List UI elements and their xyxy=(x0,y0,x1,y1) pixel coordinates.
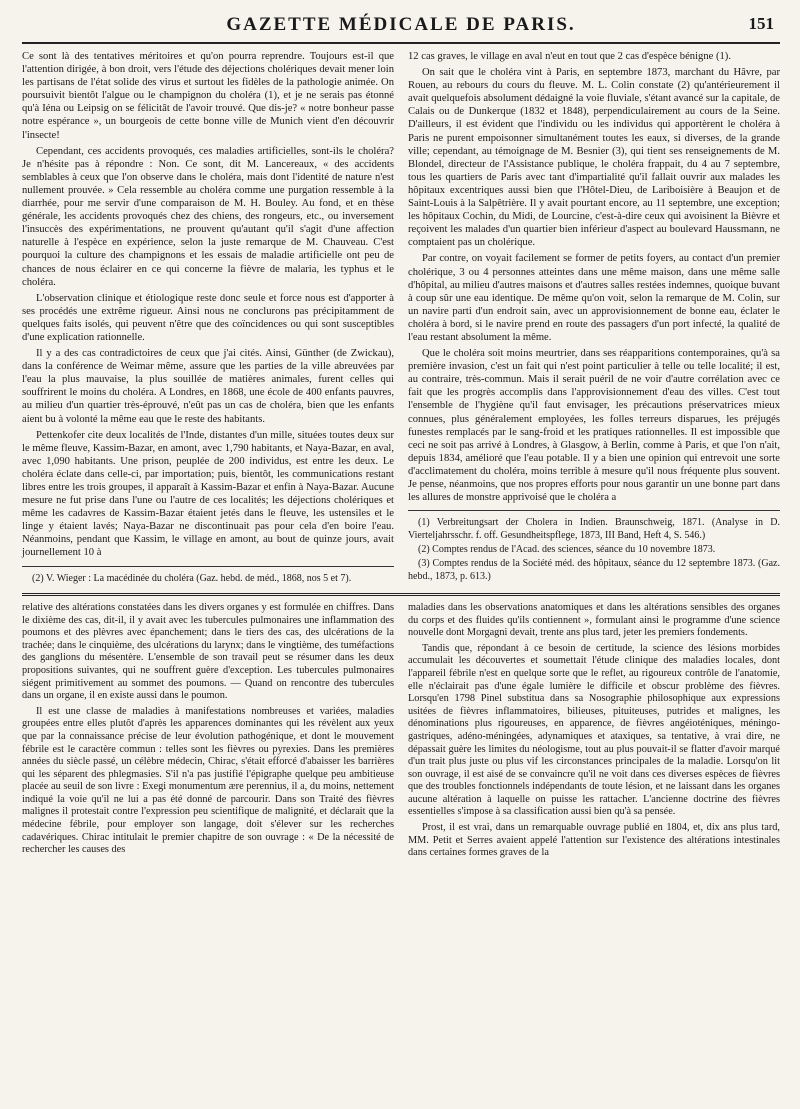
paragraph: Pettenkofer cite deux localités de l'Inde, distantes d'un mille, situées toutes deux sur le même fleuve, Kassim-Bazar, en amont, avec 1,790 habitants, et Naya-Bazar, en aval, avec 1,090 habitants. Une prison, peuplée de 200 individus, est entre les deux. Le choléra éclate dans celle-ci, par importation; puis, bientôt, les communications restant libres entre les trois groupes, il apparaît à Kassim-Bazar et enfin à Naya-Bazar. Aucune mesure ne fut prise dans l'une ou l'autre de ces localités; les déjections cholériques et même les cadavres de Kassim-Bazar étaient jetés dans le fleuve, les ustensiles et le linge y étaient lavés; Naya-Bazar ne discontinuait pas pour cela d'en boire l'eau. Néanmoins, pendant que Kassim, le village en amont, au bout de quinze jours, avait journellement 10 à xyxy=(22,429,394,559)
paragraph: relative des altérations constatées dans les divers organes y est formulée en chiffres. Dans le dixième des cas, dit-il, il y avait avec les tubercules pulmonaires une inflammation des poumons et des plèvres avec épanchement; dans le tiers des cas, des ulcérations de la trachée; dans le cinquième, des ulcérations du larynx; dans le vingtième, des tuméfactions des ganglions du mésentère. L'ensemble de son travail peut se résumer dans les deux propositions suivantes, qui ne souffrent guère d'exception. Les tubercules pulmonaires siégent primitivement au sommet des poumons. — Quand on rencontre des tubercules dans un organe, il en existe aussi dans le poumon. xyxy=(22,601,394,702)
running-header xyxy=(22,14,780,40)
paragraph: Cependant, ces accidents provoqués, ces maladies artificielles, sont-ils le choléra? Je n'hésite pas à répondre : Non. Ce sont, dit M. Lancereaux, « des accidents semblables à ceux que l'on observe dans le choléra, mais dont l'identité de nature n'est nullement prouvée. » Cela ressemble au choléra comme une purgation ressemble à la diarrhée, pour me servir d'une comparaison de M. H. Bouley. Au fond, et en thèse générale, les accidents provoqués chez des chiens, des rongeurs, etc., ou inversement l'insuccès des expérimentations, ne prouvent qu'autant qu'il s'agit d'une affection naturelle à l'espèce en expérience, selon la juste remarque de M. Chauveau. C'est pourquoi la culture des champignons et les essais de maladie artificielle ont peu de chances de nous éclairer en ce qui concerne la fièvre de malaria, les typhus et le choléra. xyxy=(22,145,394,288)
footnote: (1) Verbreitungsart der Cholera in Indien. Braunschweig, 1871. (Analyse in D. Vierteljahrsschr. f. off. Gesundheitspflege, 1873, III Band, Heft 4, S. 546.) xyxy=(408,517,780,541)
paragraph: maladies dans les observations anatomiques et dans les altérations sensibles des organes du corps et des fluides qu'ils contiennent », formulant ainsi le programme d'une science nouvelle dont Morgagni devait, trente ans plus tard, jeter les premiers fondements. xyxy=(408,601,780,639)
paragraph: Tandis que, répondant à ce besoin de certitude, la science des lésions morbides accumulait les découvertes et soumettait l'étude clinique des maladies locales, dont l'appareil fébrile n'est en quelque sorte que le reflet, au rigoureux contrôle de l'anatomie, elle n'éclairait pas d'une égale lumière le difficile et obscur problème des fièvres. Lorsqu'en 1798 Pinel substitua dans sa Nosographie philosophique aux expressions usitées de fièvres inflammatoires, bilieuses, pituiteuses, putrides et malignes, les dénominations plus rigoureuses, en apparence, de fièvres angéioténiques, méningo-gastriques, adéno-méningées, adynamiques et ataxiques, sa tentative, à vrai dire, ne dépassait guère les limites du néologisme, tout au plus pouvait-il se flatter d'avoir marqué d'un trait plus juste ou plus vif les circonstances principales de la maladie. Lorsqu'on lit son ouvrage, il est aisé de se convaincre qu'il ne voit dans ces diverses espèces de fièvres que des troubles fonctionnels indépendants de toute lésion, et ne laissant dans les organes aucune altération à laquelle on puisse les rattacher. L'ancienne doctrine des fièvres essentielles s'impose à sa classification aussi bien qu'à sa pensée. xyxy=(408,642,780,818)
footnote-rule xyxy=(22,566,394,567)
page-number: 151 xyxy=(748,14,774,33)
upper-left-column xyxy=(22,50,394,587)
header-rule xyxy=(22,42,780,44)
paragraph: Prost, il est vrai, dans un remarquable ouvrage publié en 1804, et, dix ans plus tard, MM. Petit et Serres avaient appelé l'attention sur l'existence des altérations intestinales dans certaines formes graves de la xyxy=(408,822,780,859)
paragraph: Ce sont là des tentatives méritoires et qu'on pourra reprendre. Toujours est-il que l'attention dirigée, à bon droit, vers l'étude des déjections cholériques devait mener loin les partisans de l'état solide des virus et surtout les fidèles de la pathologie animée. On poursuivit bientôt l'algue ou le champignon du choléra (1), et je ne serais pas étonné qu'à Iéna ou Leipsig on se félicitât de l'avoir trouvé. Que dis-je? « notre bonheur passe notre espérance », un bourgeois de cette bonne ville de Munich vient d'en découvrir l'insecte! xyxy=(22,51,394,141)
paragraph: Par contre, on voyait facilement se former de petits foyers, au contact d'un premier cholérique, 3 ou 4 personnes atteintes dans une même maison, dans une même salle d'hôpital, au milieu d'autres maisons et d'autres salles restées indemnes, quoique buvant à coup sûr une eau identique. De même qu'on voit, selon la remarque de M. Colin, sur un navire parti d'un endroit sain, avec un approvisionnement de bonne eau, éclater le choléra à bord, si le navire prend en route des passagers d'un port infecté, la qualité de l'eau restant absolument la même. xyxy=(408,253,780,343)
footnote: (2) V. Wieger : La macédinée du choléra (Gaz. hebd. de méd., 1868, nos 5 et 7). xyxy=(32,572,352,584)
lower-right-column xyxy=(408,602,780,863)
paragraph: 12 cas graves, le village en aval n'eut en tout que 2 cas d'espèce bénigne (1). xyxy=(408,51,731,62)
paragraph: On sait que le choléra vint à Paris, en septembre 1873, marchant du Hâvre, par Rouen, au rebours du cours du fleuve. M. L. Colin constate (2) qu'antérieurement il avait quelquefois absolument dédaigné la voie fluviale, s'étant avancé sur la capitale, de Calais ou de Dunkerque (1832 et 1848), perpendiculairement au cours de la Seine. D'ailleurs, il est évident que l'individu ou les individus qui apportèrent le choléra à Paris ne purent empoisonner simultanément toutes les eaux, si diverses, de la grande ville; cependant, au témoignage de M. Besnier (3), qui tient ses renseignements de M. Blondel, directeur de l'Assistance publique, le choléra frappait, du 4 au 7 septembre, tous les quartiers de Paris avec tant d'impartialité qu'il fallait ouvrir aux malades les hôpitaux excentriques aussi bien que l'Hôtel-Dieu, de Lariboisière à Beaujon et de Saint-Louis à la Salpêtrière. Il y avait pourtant encore, au 11 septembre, une exception; les hôpitaux Cochin, du Midi, de Lourcine, c'est-à-dire ceux qui avoisinent la Bièvre et reçoivent les malades d'un quartier bien inférieur d'aspect au boulevard Haussmann, ne comptaient pas un cholérique. xyxy=(408,67,780,249)
paragraph: L'observation clinique et étiologique reste donc seule et force nous est d'apporter à ses procédés une extrême rigueur. Ainsi nous ne conclurons pas précipitamment de quelques faits isolés, qui peuvent n'être que des coïncidences ou qui sont susceptibles d'une explication rationnelle. xyxy=(22,292,394,343)
footnote-rule xyxy=(408,510,780,511)
footnote: (3) Comptes rendus de la Société méd. des hôpitaux, séance du 12 septembre 1873. (Gaz. hebd., 1873, p. 613.) xyxy=(408,558,780,582)
paragraph: Que le choléra soit moins meurtrier, dans ses réapparitions contemporaines, qu'à sa première invasion, c'est un fait qui n'est point particulier à telle ou telle localité; il est, au contraire, très-commun. Mais il serait puéril de ne voir d'autre corrélation avec ce fait que les progrès accomplis dans l'approvisionnement d'eau des villes. C'est tout l'ensemble de l'hygiène qu'il faut envisager, les précautions préservatrices mieux connues, plus généralement employées, les folles terreurs disparues, les préjugés funestes remplacés par le sang-froid et les pratiques rationnelles. Il est impossible que ceci ne soit pas arrivé à Londres, à Glasgow, à Berlin, comme à Paris, et que l'on n'ait, depuis 1834, amélioré que l'eau potable. Il y a bien une opinion qui entrevoit une sorte d'acclimatement du choléra, moins terrible à mesure qu'il nous fréquente plus souvent. Je pense, néanmoins, que nos propres efforts pour nous garantir un une bonne part dans les allures de monstre apprivoisé que le choléra a xyxy=(408,348,780,504)
upper-columns xyxy=(22,50,780,587)
footnote: (2) Comptes rendus de l'Acad. des sciences, séance du 10 novembre 1873. xyxy=(418,544,716,555)
footnotes xyxy=(408,517,780,583)
lower-left-column xyxy=(22,602,394,863)
upper-right-column xyxy=(408,50,780,587)
footnotes xyxy=(22,573,394,585)
paragraph: Il y a des cas contradictoires de ceux que j'ai cités. Ainsi, Günther (de Zwickau), dans la conférence de Weimar même, assure que les parties de la ville abreuvées par l'eau la plus mauvaise, la plus souillée de matières animales, furent celles qui souffrirent le moins du choléra. A Londres, en 1868, une école de 400 enfants pauvres, au milieu d'un quartier très-éprouvé, n'eût pas un cas de choléra, bien que les enfants aient bu à volonté la même eau que le reste des habitants. xyxy=(22,348,394,425)
section-divider xyxy=(22,593,780,596)
lower-columns xyxy=(22,602,780,863)
journal-title: GAZETTE MÉDICALE DE PARIS. xyxy=(226,14,576,35)
paragraph: Il est une classe de maladies à manifestations nombreuses et variées, maladies groupées entre elles plutôt d'après les apparences dominantes qui les révèlent aux yeux que par la connaissance précise de leur évolution pathogénique, et dont le mouvement fébrile est le caractère commun : telles sont les fièvres ou pyrexies. Dans les premières années du siècle passé, un célèbre médecin, Chirac, s'était efforcé d'abaisser les barrières qui les séparent des phlegmasies. S'il n'a pas justifié l'épigraphe quelque peu ambitieuse placée au seuil de son livre : Exegi monumentum ære perennius, il a, du moins, nettement indiqué la voie qu'il ne lui a pas été donné de parcourir. Dans son Traité des fièvres malignes il protestait contre l'expression peu scientifique de malignité, et déclarait que la médecine fébrile, pour employer son langage, doit s'élever sur les recherches cadavériques. Chirac intitulait le premier chapitre de son ouvrage : « De la nécessité de rechercher les causes des xyxy=(22,705,394,856)
